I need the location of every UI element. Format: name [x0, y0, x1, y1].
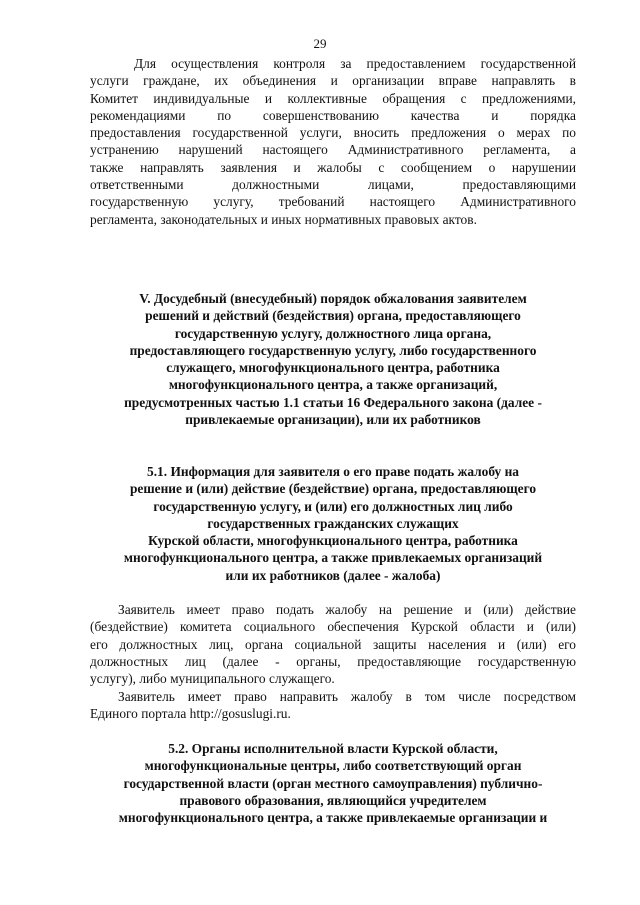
heading-line: решение и (или) действие (бездействие) органа, предоставляющего: [129, 481, 537, 497]
heading-line: правового образования, являющийся учредителем: [179, 792, 487, 808]
heading-line: 5.1. Информация для заявителя о его праве подать жалобу на: [147, 464, 519, 479]
heading-line: предоставляющего государственную услугу, либо государственного: [129, 342, 537, 358]
heading-line: государственных гражданских служащих: [207, 515, 459, 531]
paragraph-portal: [90, 688, 576, 723]
text-line: услуги граждане, их объединения и организации вправе направлять в: [90, 73, 576, 89]
heading-line: V. Досудебный (внесудебный) порядок обжалования заявителем: [139, 291, 527, 306]
heading-line: привлекаемые организации), или их работников: [185, 412, 481, 428]
section-5-1-heading: [90, 463, 576, 584]
text-line: ответственными должностными лицами, предоставляющими: [90, 177, 576, 193]
heading-line: Курской области, многофункционального центра, работника: [148, 533, 518, 549]
text-line: Единого портала http://gosuslugi.ru.: [90, 706, 291, 722]
text-line: предоставления государственной услуги, вносить предложения о мерах по: [90, 125, 576, 141]
text-line: должностных лиц (далее - органы, предоставляющие государственную: [90, 653, 576, 669]
page-number: 29: [313, 36, 327, 51]
section-5-2-heading: [90, 740, 576, 826]
text-line: Заявитель имеет право направить жалобу в том числе посредством: [118, 689, 576, 704]
text-line: регламента, законодательных и иных нормативных правовых актов.: [90, 211, 477, 227]
heading-line: служащего, многофункционального центра, работника: [166, 360, 500, 376]
text-line: Для осуществления контроля за предоставлением государственной: [134, 56, 576, 71]
heading-line: многофункционального центра, а также организаций,: [168, 377, 498, 393]
text-line: также направлять заявления и жалобы с сообщением о нарушении: [90, 159, 576, 175]
heading-line: многофункционального центра, а также привлекаемых организаций: [123, 550, 543, 566]
section-5-heading: [90, 290, 576, 428]
heading-line: 5.2. Органы исполнительной власти Курской области,: [168, 741, 498, 756]
text-line: устранению нарушений настоящего Административного регламента, а: [90, 142, 576, 158]
text-line: услугу), либо муниципального служащего.: [90, 671, 335, 687]
text-line: (бездействие) комитета социального обеспечения Курской области и (или): [90, 619, 576, 635]
text-line: государственную услугу, требований настоящего Административного: [90, 194, 576, 210]
text-line: его должностных лиц, органа социальной защиты населения и (или) его: [90, 636, 576, 652]
heading-line: предусмотренных частью 1.1 статьи 16 Федерального закона (далее -: [124, 394, 542, 410]
heading-line: решений и действий (бездействия) органа, предоставляющего: [145, 308, 521, 324]
heading-line: государственную услугу, и (или) его должностных лиц либо: [153, 498, 513, 514]
paragraph-complaint-right: [90, 601, 576, 687]
heading-line: государственную услугу, должностного лица органа,: [174, 325, 492, 341]
heading-line: многофункционального центра, а также привлекаемые организации и: [118, 810, 548, 826]
heading-line: многофункциональные центры, либо соответствующий орган: [144, 758, 522, 774]
heading-line: или их работников (далее - жалоба): [225, 567, 441, 583]
text-line: Заявитель имеет право подать жалобу на решение и (или) действие: [118, 602, 576, 617]
paragraph-control: [90, 55, 576, 228]
heading-line: государственной власти (орган местного самоуправления) публично-: [123, 775, 543, 791]
text-line: Комитет индивидуальные и коллективные обращения с предложениями,: [90, 90, 576, 106]
text-line: рекомендациями по совершенствованию качества и порядка: [90, 107, 576, 123]
